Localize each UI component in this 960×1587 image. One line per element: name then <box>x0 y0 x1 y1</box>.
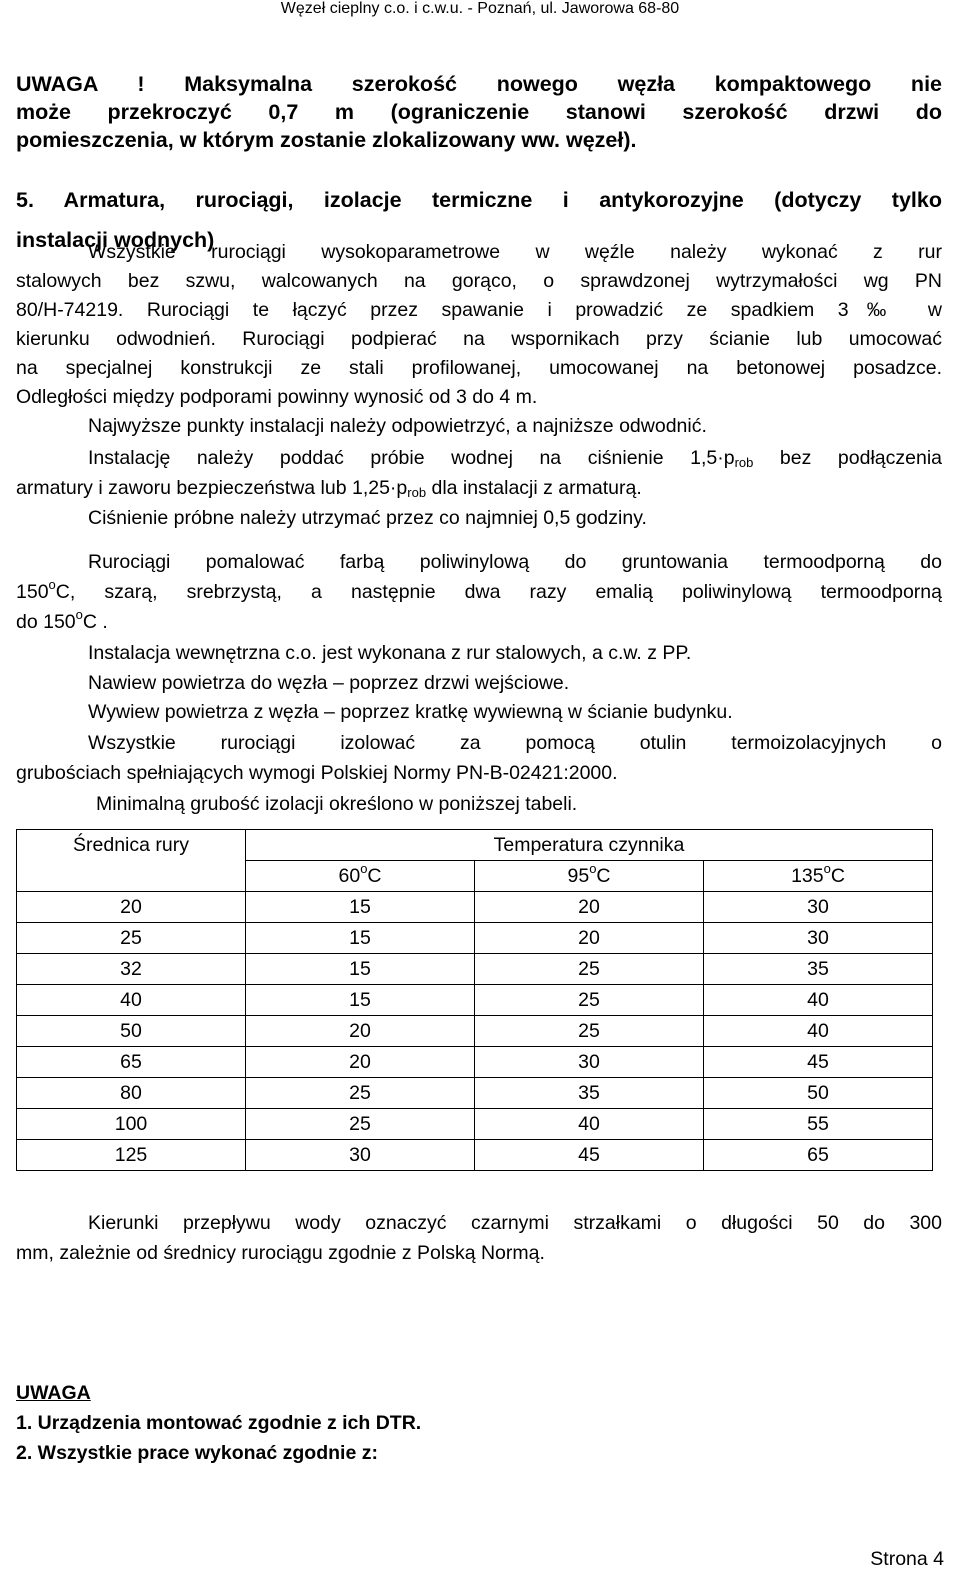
page-number: Strona 4 <box>870 1548 944 1570</box>
text-line: na specjalnej konstrukcji ze stali profilowanej, umocowanej na betonowej posadzce. <box>16 357 942 379</box>
insulation-thickness-cell: 65 <box>704 1140 933 1171</box>
pipe-diameter-cell: 125 <box>17 1140 246 1171</box>
section-heading-line: 5. Armatura, rurociągi, izolacje termiczne i antykorozyjne (dotyczy tylko <box>16 188 942 212</box>
pipe-diameter-cell: 50 <box>17 1016 246 1047</box>
table-row <box>17 1047 933 1078</box>
table-row <box>17 1078 933 1109</box>
insulation-thickness-cell: 25 <box>475 985 704 1016</box>
table-header-row <box>17 830 933 861</box>
table-header-cell: 135$^o$C <box>704 861 933 892</box>
insulation-thickness-cell: 15 <box>246 892 475 923</box>
text-line: Odległości między podporami powinny wynosić od 3 do 4 m. <box>16 386 538 408</box>
text-line: Ciśnienie próbne należy utrzymać przez co najmniej 0,5 godziny. <box>88 507 647 529</box>
table-row <box>17 1109 933 1140</box>
warning-line: pomieszczenia, w którym zostanie zlokalizowany ww. węzeł). <box>16 128 637 152</box>
pipe-diameter-cell: 65 <box>17 1047 246 1078</box>
text-line: grubościach spełniających wymogi Polskiej Normy PN-B-02421:2000. <box>16 762 618 784</box>
notes-section <box>16 1378 942 1468</box>
insulation-thickness-cell: 45 <box>475 1140 704 1171</box>
table-header-cell: 60$^o$C <box>246 861 475 892</box>
text-line: Najwyższe punkty instalacji należy odpowietrzyć, a najniższe odwodnić. <box>88 415 707 437</box>
insulation-thickness-cell: 45 <box>704 1047 933 1078</box>
insulation-thickness-table <box>16 829 933 1171</box>
table-header-cell: Temperatura czynnika <box>246 830 933 861</box>
warning-line: może przekroczyć 0,7 m (ograniczenie stanowi szerokość drzwi do <box>16 100 942 124</box>
text-line: Wszystkie rurociągi izolować za pomocą otulin termoizolacyjnych o <box>88 732 942 754</box>
warning-line: UWAGA ! Maksymalna szerokość nowego węzła kompaktowego nie <box>16 72 942 96</box>
text-line: Instalację należy poddać próbie wodnej na ciśnienie $1,5\cdot p_{rob}$ bez podłączenia <box>88 447 942 470</box>
text-line: 80/H-74219. Rurociągi te łączyć przez spawanie i prowadzić ze spadkiem 3‰ w <box>16 299 942 321</box>
table-row <box>17 923 933 954</box>
pipe-diameter-cell: 32 <box>17 954 246 985</box>
insulation-thickness-cell: 20 <box>475 923 704 954</box>
insulation-thickness-cell: 30 <box>475 1047 704 1078</box>
table-header-cell: Średnica rury <box>17 830 246 892</box>
insulation-thickness-cell: 15 <box>246 985 475 1016</box>
text-line: Minimalną grubość izolacji określono w poniższej tabeli. <box>96 793 578 815</box>
pipe-diameter-cell: 25 <box>17 923 246 954</box>
pipe-diameter-cell: 80 <box>17 1078 246 1109</box>
text-line: Kierunki przepływu wody oznaczyć czarnymi strzałkami o długości 50 do 300 <box>88 1212 942 1234</box>
text-line: mm, zależnie od średnicy rurociągu zgodnie z Polską Normą. <box>16 1242 545 1264</box>
pipe-diameter-cell: 20 <box>17 892 246 923</box>
text-line: 150$^o$C, szarą, srebrzystą, a następnie dwa razy emalią poliwinylową termoodporną <box>16 577 942 603</box>
text-line: do 150$^o$C . <box>16 607 108 633</box>
text-line: stalowych bez szwu, walcowanych na gorąco, o sprawdzonej wytrzymałości wg PN <box>16 270 942 292</box>
insulation-thickness-cell: 25 <box>246 1109 475 1140</box>
page-header: Węzeł cieplny c.o. i c.w.u. - Poznań, ul. Jaworowa 68-80 <box>280 0 680 17</box>
text-line: Rurociągi pomalować farbą poliwinylową do gruntowania termoodporną do <box>88 551 942 573</box>
table-row <box>17 985 933 1016</box>
insulation-thickness-cell: 30 <box>704 923 933 954</box>
insulation-thickness-cell: 25 <box>246 1078 475 1109</box>
text-line: Instalacja wewnętrzna c.o. jest wykonana z rur stalowych, a c.w. z PP. <box>88 642 692 664</box>
table-header-cell: 95$^o$C <box>475 861 704 892</box>
insulation-thickness-cell: 40 <box>704 1016 933 1047</box>
text-line: Nawiew powietrza do węzła – poprzez drzwi wejściowe. <box>88 672 570 694</box>
insulation-thickness-cell: 20 <box>246 1047 475 1078</box>
insulation-thickness-cell: 20 <box>475 892 704 923</box>
table-row <box>17 954 933 985</box>
text-line: Wszystkie rurociągi wysokoparametrowe w węźle należy wykonać z rur <box>88 241 942 263</box>
pipe-diameter-cell: 40 <box>17 985 246 1016</box>
notes-item: 1. Urządzenia montować zgodnie z ich DTR. <box>16 1412 422 1434</box>
insulation-thickness-cell: 35 <box>704 954 933 985</box>
insulation-thickness-cell: 20 <box>246 1016 475 1047</box>
insulation-thickness-cell: 25 <box>475 1016 704 1047</box>
notes-item: 2. Wszystkie prace wykonać zgodnie z: <box>16 1442 378 1464</box>
notes-title: UWAGA <box>16 1382 91 1404</box>
section-heading-line: instalacji wodnych) <box>16 228 215 252</box>
table-row <box>17 1140 933 1171</box>
insulation-thickness-cell: 25 <box>475 954 704 985</box>
insulation-thickness-cell: 15 <box>246 954 475 985</box>
text-line: armatury i zaworu bezpieczeństwa lub $1,25\cdot p_{rob}$ dla instalacji z armaturą. <box>16 477 642 500</box>
insulation-thickness-cell: 30 <box>246 1140 475 1171</box>
table-row <box>17 1016 933 1047</box>
insulation-thickness-cell: 50 <box>704 1078 933 1109</box>
insulation-thickness-cell: 15 <box>246 923 475 954</box>
warning-paragraph <box>16 70 942 154</box>
pipe-diameter-cell: 100 <box>17 1109 246 1140</box>
insulation-thickness-cell: 35 <box>475 1078 704 1109</box>
insulation-thickness-cell: 40 <box>475 1109 704 1140</box>
text-line: kierunku odwodnień. Rurociągi podpierać na wspornikach przy ścianie lub umocować <box>16 328 942 350</box>
text-line: Wywiew powietrza z węzła – poprzez kratkę wywiewną w ścianie budynku. <box>88 701 733 723</box>
insulation-thickness-cell: 40 <box>704 985 933 1016</box>
insulation-thickness-cell: 30 <box>704 892 933 923</box>
insulation-thickness-cell: 55 <box>704 1109 933 1140</box>
table-row <box>17 892 933 923</box>
